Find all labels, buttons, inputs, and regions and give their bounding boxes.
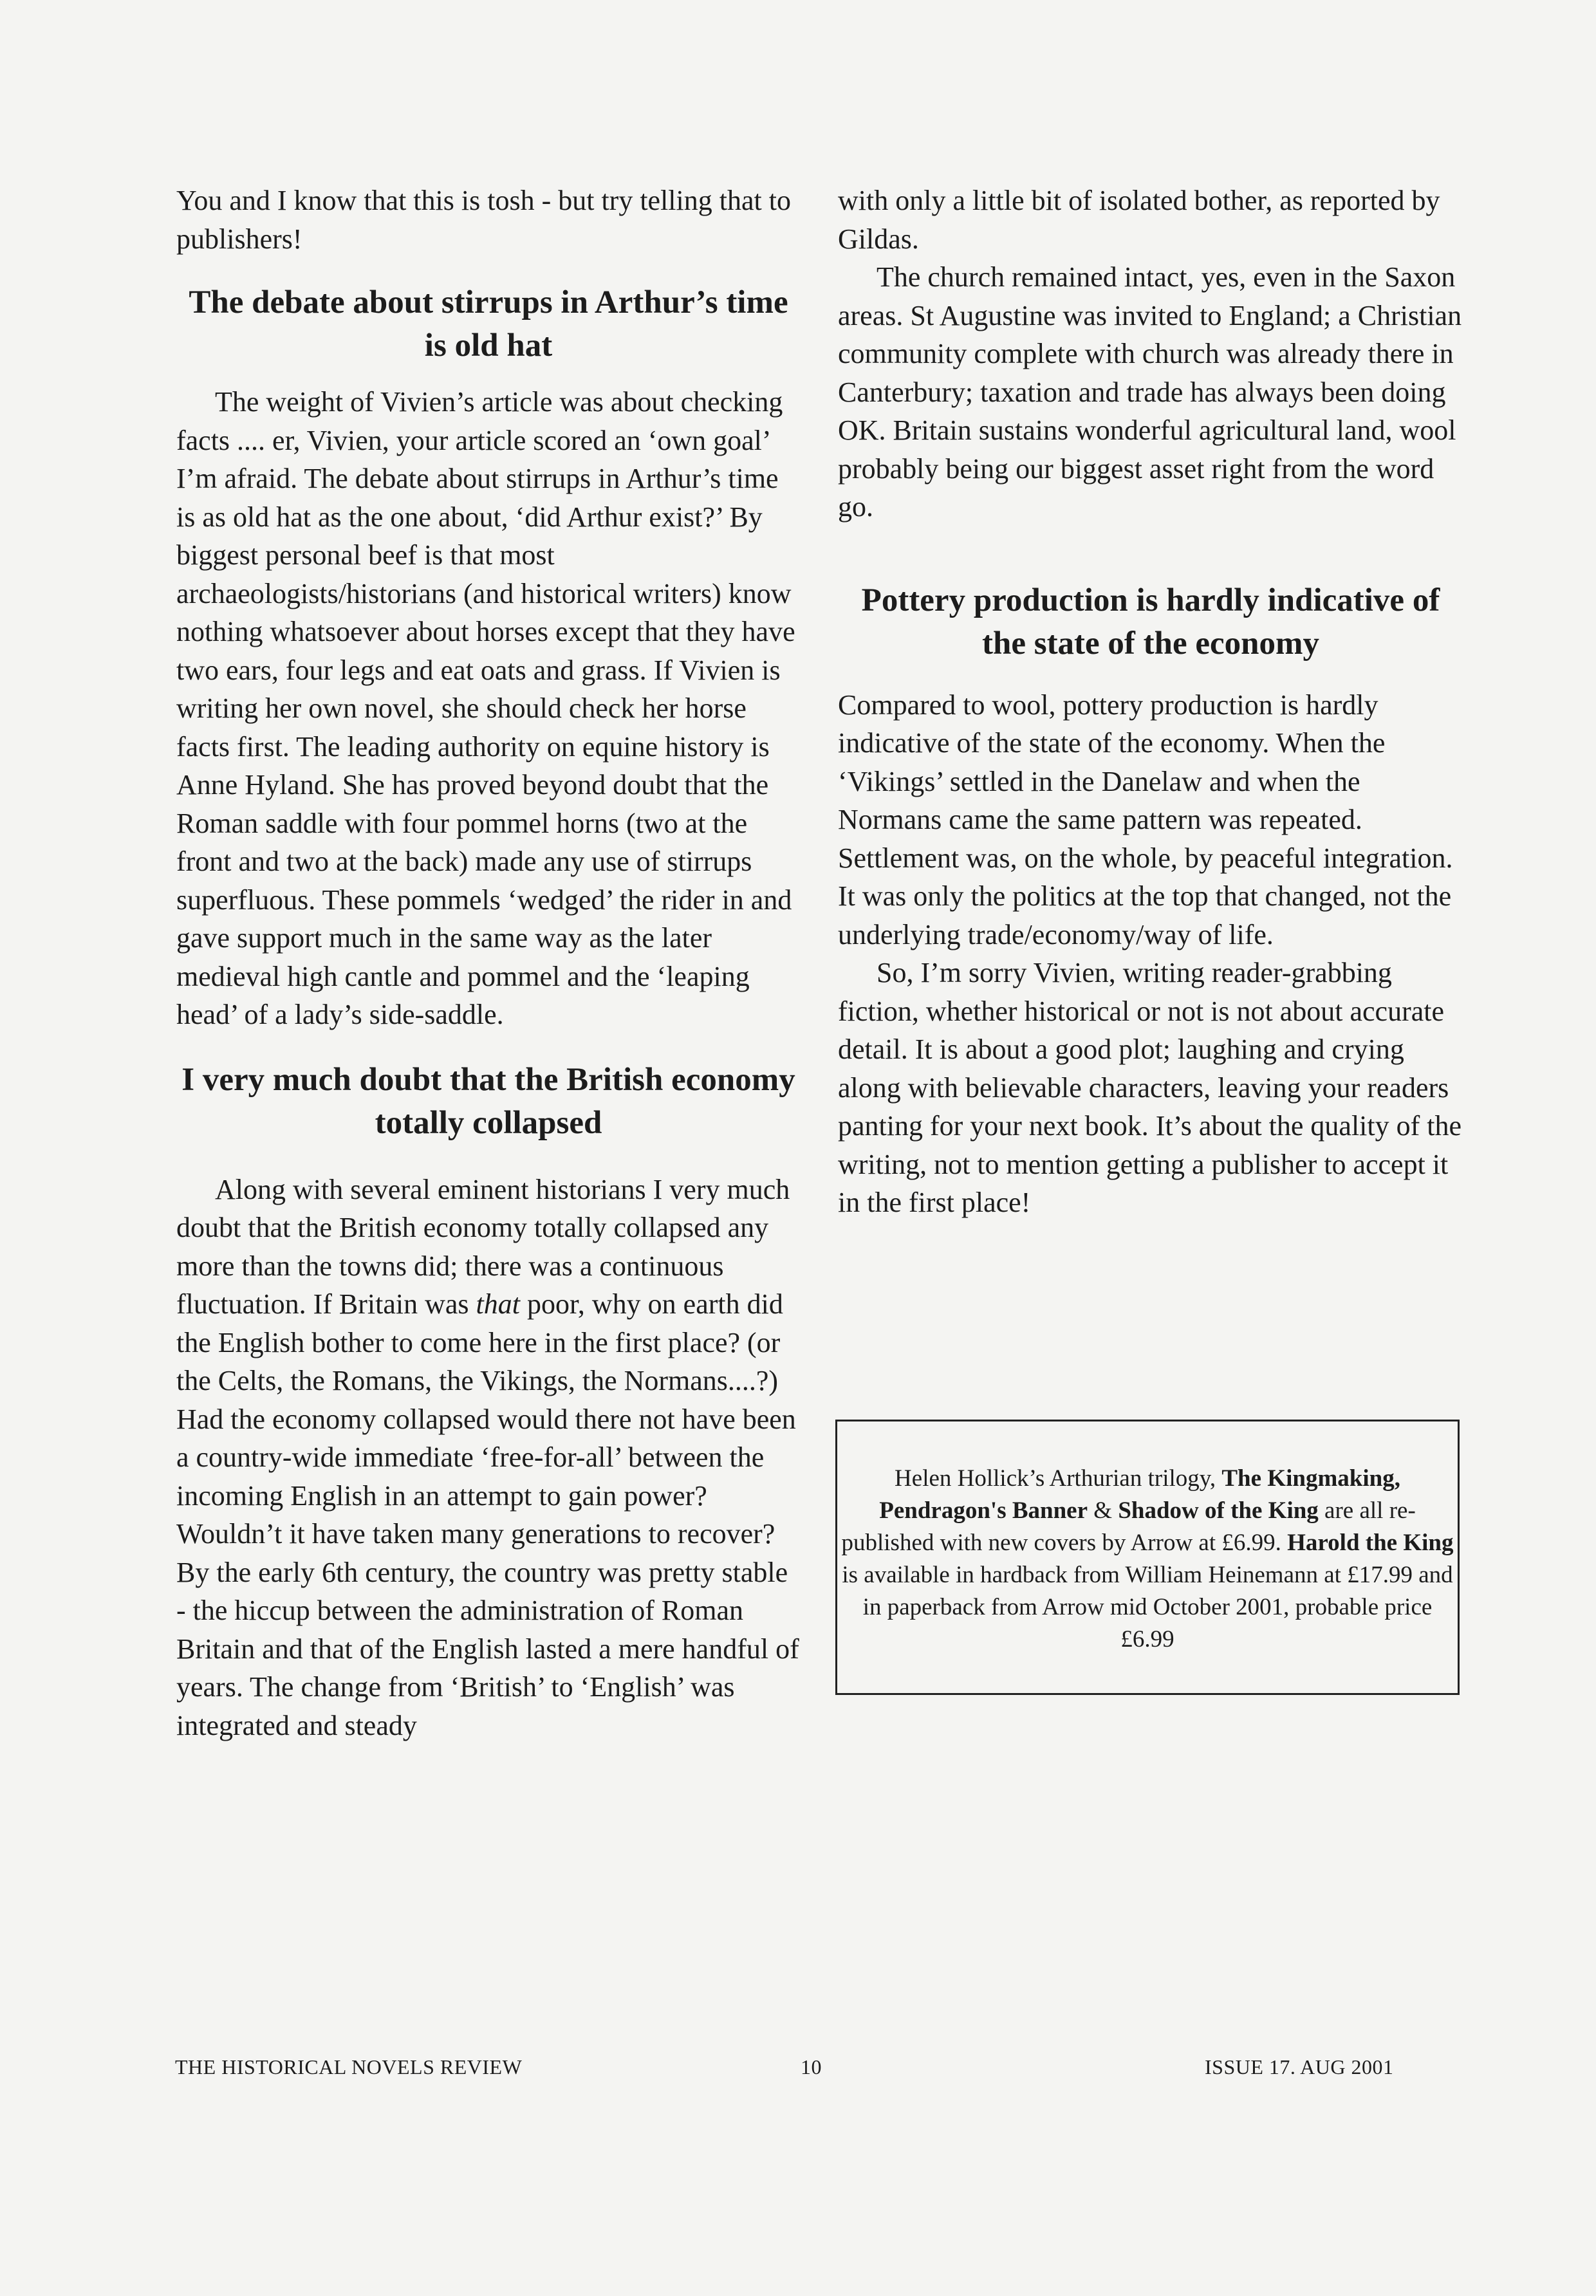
economy-text-b: poor, why on earth did the English bother to come here in the first place? (or the Celts, the Romans, the Vikings, the Normans....?) Had the economy collapsed would there not have been a country-wide immediate ‘free-for-all’ between the incoming English in an attempt to gain power? Wouldn’t it have taken many generations to recover? By the early 6th century, the country was pretty stable - the hiccup between the administration of Roman Britain and that of the English lasted a mere handful of years. The change from ‘British’ to ‘English’ was integrated and steady	[176, 1288, 799, 1741]
book-info-text-4: is available in hardback from William Heinemann at £17.99 and in paperback from Arrow mid October 2001, probable price £6.99	[842, 1562, 1453, 1653]
book-info-text-3: are all re-published with new covers by Arrow at £6.99.	[841, 1497, 1416, 1556]
footer-publication: THE HISTORICAL NOVELS REVIEW	[175, 2055, 523, 2078]
continued-paragraph: with only a little bit of isolated bother, as reported by Gildas.	[838, 185, 1440, 255]
book-info-text-2: &	[1088, 1497, 1118, 1524]
heading-stirrups: The debate about stirrups in Arthur’s time is old hat	[189, 284, 788, 364]
book-info-box	[835, 1420, 1460, 1695]
economy-emphasis: that	[476, 1288, 520, 1320]
right-column	[838, 181, 1463, 1222]
economy-text-a: Along with several eminent historians I very much doubt that the British economy totally collapsed any more than the towns did; there was a continuous fluctuation. If Britain was	[176, 1173, 790, 1320]
heading-economy: I very much doubt that the British economy totally collapsed	[181, 1061, 795, 1141]
heading-pottery: Pottery production is hardly indicative of the state of the economy	[861, 582, 1440, 662]
book-title-shadow: Shadow of the King	[1118, 1497, 1319, 1524]
book-info-text-1: Helen Hollick’s Arthurian trilogy,	[895, 1465, 1222, 1492]
footer-issue: ISSUE 17. AUG 2001	[1205, 2055, 1394, 2078]
church-paragraph: The church remained intact, yes, even in the Saxon areas. St Augustine was invited to England; a Christian community complete with church was already there in Canterbury; taxation and trade has always been doing OK. Britain sustains wonderful agricultural land, wool probably being our biggest asset right from the word go.	[838, 261, 1462, 523]
book-title-trilogy: The Kingmaking, Pendragon's Banner	[879, 1465, 1400, 1524]
book-title-harold: Harold the King	[1287, 1530, 1454, 1556]
left-column	[176, 181, 801, 1745]
footer-page-number: 10	[801, 2055, 822, 2078]
intro-paragraph: You and I know that this is tosh - but try telling that to publishers!	[176, 185, 791, 255]
book-info-text	[840, 1463, 1455, 1656]
stirrups-paragraph: The weight of Vivien’s article was about checking facts .... er, Vivien, your article scored an ‘own goal’ I’m afraid. The debate about stirrups in Arthur’s time is as old hat as the one about, ‘did Arthur exist?’ By biggest personal beef is that most archaeologists/historians (and historical writers) know nothing whatsoever about horses except that they have two ears, four legs and eat oats and grass. If Vivien is writing her own novel, she should check her horse facts first. The leading authority on equine history is Anne Hyland. She has proved beyond doubt that the Roman saddle with four pommel horns (two at the front and two at the back) made any use of stirrups superfluous. These pommels ‘wedged’ the rider in and gave support much in the same way as the later medieval high cantle and pommel and the ‘leaping head’ of a lady’s side-saddle.	[176, 386, 795, 1030]
economy-paragraph	[176, 1171, 801, 1745]
pottery-paragraph: Compared to wool, pottery production is hardly indicative of the state of the economy. When the ‘Vikings’ settled in the Danelaw and when the Normans came the same pattern was repeated. Settlement was, on the whole, by peaceful integration. It was only the politics at the top that changed, not the underlying trade/economy/way of life.	[838, 689, 1453, 950]
conclusion-paragraph: So, I’m sorry Vivien, writing reader-grabbing fiction, whether historical or not is not about accurate detail. It is about a good plot; laughing and crying along with believable characters, leaving your readers panting for your next book. It’s about the quality of the writing, not to mention getting a publisher to accept it in the first place!	[838, 957, 1462, 1218]
